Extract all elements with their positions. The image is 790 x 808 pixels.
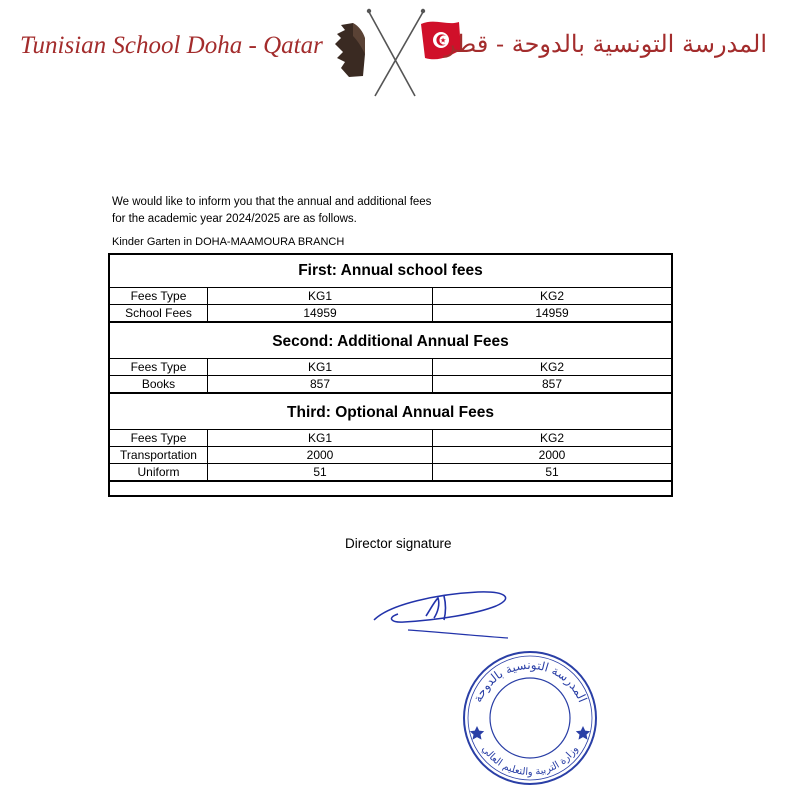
intro-line-2: for the academic year 2024/2025 are as follows. [112,213,357,225]
table-header-row [110,288,671,305]
section-title-additional: Second: Additional Annual Fees [110,322,671,358]
svg-text:وزارة التربية والتعليم العالي: وزارة التربية والتعليم العالي [479,743,581,779]
header-kg2: KG2 [433,430,672,447]
section-title-annual: First: Annual school fees [298,262,483,279]
table-row [110,305,671,322]
optional-fees-grid [110,429,671,481]
row-label: Books [110,376,208,393]
svg-text:المدرسة التونسية بالدوحة: المدرسة التونسية بالدوحة [470,657,590,705]
table-row [110,376,671,393]
section-title-optional: Third: Optional Annual Fees [110,393,671,429]
table-row [110,447,671,464]
intro-text [112,194,431,228]
table-row [110,464,671,481]
branch-label: Kinder Garten in DOHA-MAAMOURA BRANCH [112,236,345,248]
school-name-english: Tunisian School Doha - Qatar [20,32,323,59]
header-fees-type: Fees Type [110,288,208,305]
intro-line-1: We would like to inform you that the annual and additional fees [112,196,432,208]
row-kg1-value: 51 [208,464,433,481]
signature-icon [368,580,518,650]
row-kg1-value: 2000 [208,447,433,464]
header-fees-type: Fees Type [110,430,208,447]
director-signature-label: Director signature [345,536,452,551]
row-kg1-value: 857 [208,376,433,393]
table-footer-spacer [110,481,671,496]
school-name-arabic: المدرسة التونسية بالدوحة - قطر [443,30,767,58]
row-kg2-value: 14959 [433,305,672,322]
additional-fees-grid [110,358,671,393]
annual-fees-grid [110,287,671,322]
header-kg2: KG2 [433,288,672,305]
table-header-row [110,430,671,447]
table-header-row [110,359,671,376]
row-kg2-value: 857 [433,376,672,393]
header-kg1: KG1 [208,359,433,376]
fees-table [108,253,673,497]
row-label: Transportation [110,447,208,464]
row-kg2-value: 51 [433,464,672,481]
official-stamp-icon [455,646,605,786]
crossed-flags-logo-icon [327,4,462,100]
row-kg1-value: 14959 [208,305,433,322]
row-kg2-value: 2000 [433,447,672,464]
header-kg1: KG1 [208,288,433,305]
row-label: Uniform [110,464,208,481]
header-kg1: KG1 [208,430,433,447]
header-fees-type: Fees Type [110,359,208,376]
header-kg2: KG2 [433,359,672,376]
row-label: School Fees [110,305,208,322]
